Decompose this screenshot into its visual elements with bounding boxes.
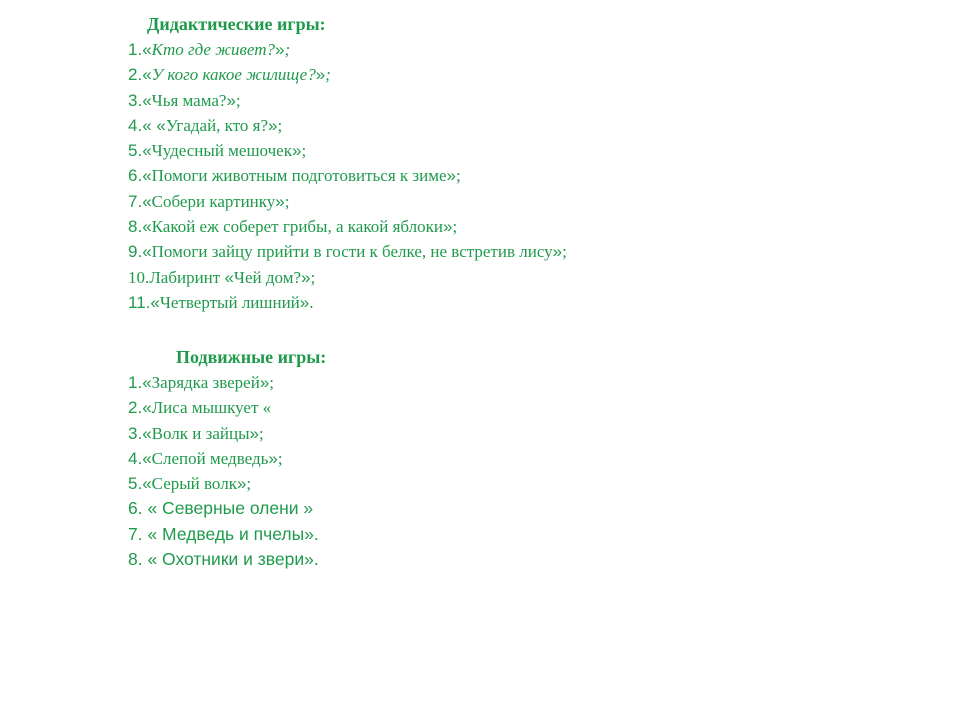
item-number: 10. (128, 267, 150, 287)
item-number: 3. (128, 423, 143, 443)
item-number: 4. (128, 115, 143, 135)
open-quote: « (142, 191, 152, 211)
open-quote: « (142, 423, 152, 443)
open-quote: « (142, 90, 152, 110)
outdoor-games-heading: Подвижные игры: (176, 347, 327, 367)
item-punct: . (309, 292, 314, 312)
item-title: Чей дом? (233, 267, 301, 287)
item-number: 8. (128, 217, 143, 237)
item-title: Лиса мышкует « (151, 398, 272, 418)
close-quote: » (291, 141, 302, 161)
item-number: 1. (128, 40, 143, 59)
item-title: Собери картинку (151, 191, 276, 211)
open-quote: « (142, 474, 152, 494)
item-number: 6. (128, 166, 143, 186)
open-quote: « (142, 217, 152, 237)
close-quote: » (446, 166, 456, 186)
item-punct: ; (235, 90, 241, 110)
item-title: Слепой медведь (151, 448, 269, 468)
item-punct: ; (284, 40, 291, 59)
list-item (128, 37, 567, 62)
item-title: 7. « Медведь и пчелы». (128, 523, 319, 544)
item-number: 9. (128, 242, 143, 262)
item-title: Помоги зайцу прийти в гости к белке, не встретив лису (151, 242, 553, 262)
item-punct: ; (455, 166, 461, 186)
item-punct: ; (284, 191, 290, 211)
item-number: 2. (128, 398, 143, 418)
item-punct: ; (269, 373, 275, 392)
list-item (128, 138, 567, 163)
item-title: Помоги животным подготовиться к зиме (151, 166, 447, 186)
open-quote: « « (142, 115, 166, 135)
open-quote: « (142, 40, 152, 59)
list-item (128, 522, 319, 547)
item-punct: ; (246, 474, 252, 494)
open-quote: « (142, 398, 152, 418)
open-quote: « (150, 292, 160, 312)
item-number: 3. (128, 90, 143, 110)
item-number: 7. (128, 191, 143, 211)
open-quote: « (142, 65, 152, 85)
item-title: Какой еж соберет грибы, а какой яблоки (151, 217, 443, 237)
item-number: 5. (128, 141, 143, 161)
list-item (128, 547, 319, 572)
item-title: Чья мама? (151, 90, 227, 110)
item-title: 8. « Охотники и звери». (128, 549, 319, 570)
close-quote: » (226, 90, 236, 110)
item-title: Четвертый лишний (159, 292, 300, 312)
list-item (128, 214, 567, 239)
open-quote: « (142, 141, 152, 161)
outdoor-games-list (128, 370, 319, 572)
open-quote: « (142, 242, 152, 262)
item-punct: ; (277, 448, 283, 468)
item-title: Зарядка зверей (151, 373, 260, 392)
open-quote: « (224, 267, 234, 287)
close-quote: » (299, 292, 310, 312)
didactic-games-list (128, 37, 567, 315)
list-item (128, 290, 567, 315)
list-item (128, 113, 567, 138)
item-prefix: Лабиринт (149, 267, 225, 287)
close-quote: » (275, 40, 285, 59)
list-item (128, 496, 319, 521)
item-number: 5. (128, 474, 143, 494)
item-title: Кто где живет? (151, 40, 275, 59)
open-quote: « (142, 448, 152, 468)
item-number: 11. (128, 292, 151, 312)
close-quote: » (275, 191, 285, 211)
close-quote: » (249, 423, 259, 443)
list-item (128, 421, 319, 446)
list-item (128, 370, 319, 395)
item-title: Волк и зайцы (151, 423, 250, 443)
list-item (128, 395, 319, 420)
item-punct: ; (277, 115, 283, 135)
item-punct: ; (562, 242, 567, 262)
item-punct: ; (301, 141, 307, 161)
item-title: Угадай, кто я? (165, 115, 269, 135)
item-number: 4. (128, 448, 143, 468)
open-quote: « (142, 373, 152, 392)
list-item (128, 239, 567, 264)
list-item (128, 446, 319, 471)
item-title: Чудесный мешочек (151, 141, 292, 161)
item-title: 6. « Северные олени » (128, 498, 314, 519)
item-title: Серый волк (151, 474, 237, 494)
item-punct: ; (310, 267, 316, 287)
didactic-games-heading: Дидактические игры: (147, 14, 326, 34)
item-punct: ; (325, 65, 331, 85)
list-item (128, 88, 567, 113)
close-quote: » (268, 448, 278, 468)
close-quote: » (301, 267, 311, 287)
close-quote: » (268, 115, 278, 135)
list-item (128, 163, 567, 188)
item-punct: ; (452, 217, 458, 237)
item-number: 1. (128, 373, 143, 392)
open-quote: « (142, 166, 152, 186)
close-quote: » (259, 373, 270, 392)
close-quote: » (442, 217, 453, 237)
item-number: 2. (128, 65, 143, 85)
list-item (128, 265, 567, 290)
list-item (128, 471, 319, 496)
list-item (128, 62, 567, 87)
list-item (128, 189, 567, 214)
item-punct: ; (258, 423, 264, 443)
item-title: У кого какое жилище? (151, 65, 316, 85)
close-quote: » (552, 242, 563, 262)
close-quote: » (315, 65, 326, 85)
close-quote: » (236, 474, 247, 494)
